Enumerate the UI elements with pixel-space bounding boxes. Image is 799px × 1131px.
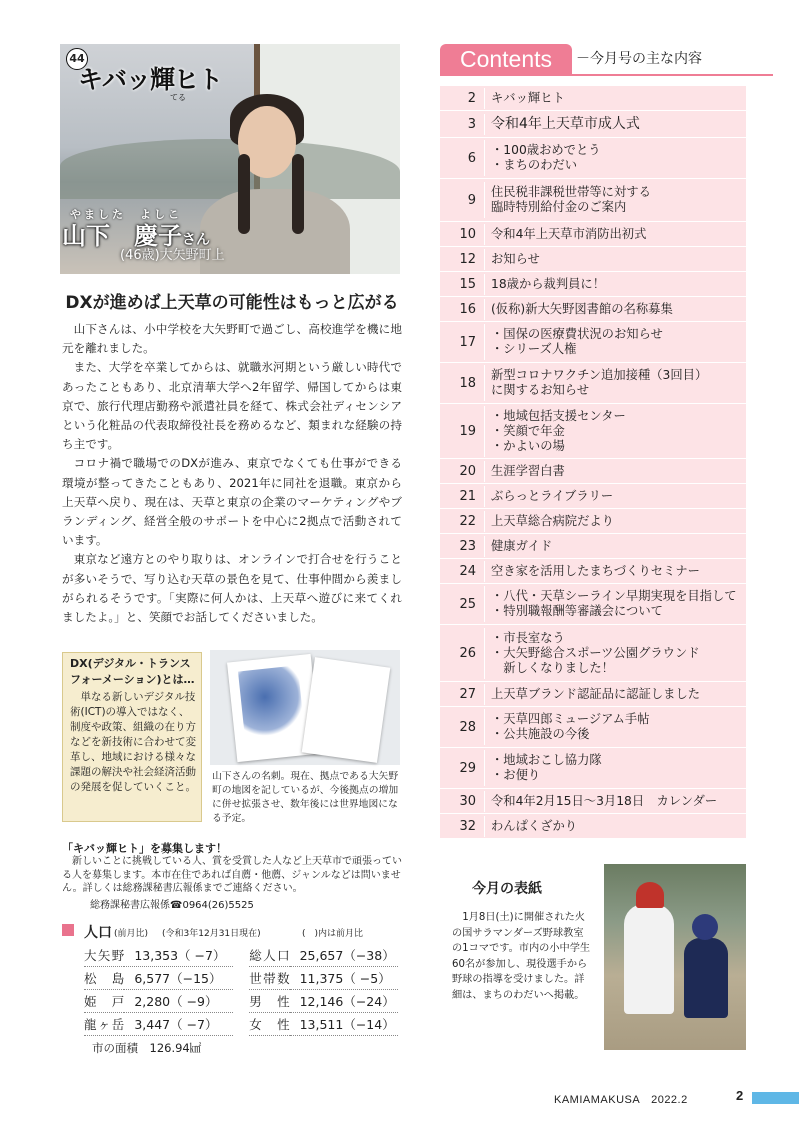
toc-row	[440, 272, 746, 297]
toc-page-number: 6	[467, 150, 476, 166]
toc-item-text: 新型コロナワクチン追加接種（3回目） に関するお知らせ	[484, 365, 746, 401]
dx-definition-body: 単なる新しいデジタル技術(ICT)の導入ではなく、制度や政策、組織の在り方などを新技術に合わせて変革し、地域における様々な課題の解決や社会経済活動の発展を促していくこと。	[70, 691, 196, 793]
toc-row	[440, 814, 746, 839]
cover-photo	[604, 864, 746, 1050]
toc-item-text: 令和4年2月15日～3月18日 カレンダー	[484, 791, 746, 812]
toc-row	[440, 789, 746, 814]
toc-page-number: 27	[459, 686, 476, 702]
toc-item-text: ・八代・天草シーライン早期実現を目指して ・特別職報酬等審議会について	[484, 586, 746, 622]
toc-item-text: ・国保の医療費状況のお知らせ ・シリーズ人権	[484, 324, 746, 360]
contents-subtitle: －今月号の主な内容	[576, 51, 702, 67]
pop-stat-value: 12,146（−24）	[290, 990, 398, 1013]
toc-page-number: 12	[459, 251, 476, 267]
cover-description: 1月8日(土)に開催された火の国サラマンダーズ野球教室の1コマです。市内の小中学生60名が参加し、現役選手から野球の指導を受けました。詳細は、まちのわだいへ掲載。	[452, 912, 591, 1001]
toc-item-text: 18歳から裁判員に！	[484, 274, 746, 295]
toc-page-number: 17	[459, 334, 476, 350]
cover-title: 今月の表紙	[472, 881, 542, 897]
toc-item-text: ・地域おこし協力隊 ・お便り	[484, 750, 746, 786]
toc-item-text: (仮称)新大矢野図書館の名称募集	[484, 299, 746, 320]
toc-item-text: 生涯学習白書	[484, 461, 746, 482]
population-table	[84, 944, 398, 1036]
toc-row	[440, 363, 746, 404]
pop-area-name: 大矢野	[84, 944, 124, 967]
toc-page-number: 10	[459, 226, 476, 242]
pop-stat-value: 11,375（ −5）	[290, 967, 398, 990]
table-of-contents	[440, 86, 746, 839]
toc-row	[440, 322, 746, 363]
person-name-ruby: やました よしこ	[70, 208, 182, 221]
pop-area-value: 13,353（ −7）	[124, 944, 232, 967]
toc-page-number: 32	[459, 818, 476, 834]
city-area: 市の面積 126.94㎢	[92, 1041, 202, 1055]
recruit-body: 新しいことに挑戦している人、賞を受賞した人など上天草市で頑張っている人を募集します。本市在住であれば自薦・他薦、ジャンルなどは問いません。詳しくは総務課秘書広報係までご連絡ください。	[62, 856, 402, 894]
recruit-title: 「キバッ輝ヒト」を募集します！	[62, 842, 227, 855]
series-number-badge: 44	[66, 48, 88, 70]
toc-item-text: ・天草四郎ミュージアム手帖 ・公共施設の今後	[484, 709, 746, 745]
recruit-contact: 総務課秘書広報係☎0964(26)5525	[90, 900, 254, 911]
article-body	[62, 320, 402, 627]
toc-page-number: 9	[467, 192, 476, 208]
toc-page-number: 28	[459, 719, 476, 735]
dx-definition-title: DX(デジタル・トランスフォーメーション)とは…	[70, 657, 195, 686]
toc-row	[440, 484, 746, 509]
pop-area-value: 3,447（ −7）	[124, 1013, 232, 1036]
population-header	[62, 922, 402, 940]
toc-row	[440, 247, 746, 272]
toc-row	[440, 559, 746, 584]
toc-row	[440, 509, 746, 534]
series-title-ruby: てる	[170, 93, 186, 102]
toc-row	[440, 682, 746, 707]
toc-item-text: 令和4年上天草市成人式	[484, 114, 746, 135]
table-row	[84, 990, 398, 1013]
pop-stat-name: 女性	[249, 1013, 289, 1036]
toc-page-number: 26	[459, 645, 476, 661]
pop-stat-name: 男性	[249, 990, 289, 1013]
toc-page-number: 16	[459, 301, 476, 317]
table-row	[84, 967, 398, 990]
article-paragraph: 東京など遠方とのやり取りは、オンラインで打合せを行うことが多いそうで、写り込む天草の景色を見て、仕事仲間から羨ましがられるそうです。「実際に何人かは、上天草へ遊びに来てくれましたよ。」と、笑顔でお話してくださいました。	[62, 552, 402, 625]
series-title: キバッ輝ヒト	[78, 65, 223, 94]
toc-row	[440, 625, 746, 682]
square-icon	[62, 924, 74, 936]
toc-row	[440, 111, 746, 138]
toc-item-text: 住民税非課税世帯等に対する 臨時特別給付金のご案内	[484, 182, 746, 218]
toc-row	[440, 404, 746, 459]
toc-page-number: 24	[459, 563, 476, 579]
pop-area-name: 姫戸	[84, 990, 124, 1013]
toc-page-number: 3	[467, 116, 476, 132]
pop-stat-value: 13,511（−14）	[290, 1013, 398, 1036]
toc-item-text: 上天草総合病院だより	[484, 511, 746, 532]
contents-divider	[440, 74, 773, 76]
toc-page-number: 29	[459, 760, 476, 776]
pop-stat-name: 世帯数	[249, 967, 289, 990]
toc-row	[440, 179, 746, 222]
toc-row	[440, 534, 746, 559]
population-note-prev: (前月比)	[114, 929, 149, 939]
toc-row	[440, 222, 746, 247]
toc-page-number: 22	[459, 513, 476, 529]
pop-area-value: 6,577（−15）	[124, 967, 232, 990]
toc-page-number: 18	[459, 375, 476, 391]
toc-row	[440, 748, 746, 789]
person-name-suffix: さん	[182, 232, 210, 248]
toc-item-text: キバッ輝ヒト	[484, 88, 746, 109]
article-paragraph: コロナ禍で職場でのDXが進み、東京でなくても仕事ができる環境が整ってきたこともあり、2021年に同社を退職。東京から上天草へ戻り、現在は、天草と東京の企業のマーケティングやブランディング、経営全般のサポートを中心に2拠点で活動されています。	[62, 456, 402, 548]
photo-caption: 山下さんの名刺。現在、拠点である大矢野町の地図を記しているが、今後拠点の増加に併せ拡張させ、数年後には世界地図になる予定。	[212, 771, 399, 824]
table-row	[84, 1013, 398, 1036]
toc-row	[440, 707, 746, 748]
toc-row	[440, 584, 746, 625]
footer-page-number: 2	[736, 1088, 744, 1103]
toc-row	[440, 138, 746, 179]
toc-item-text: ・地域包括支援センター ・笑顔で年金 ・かよいの場	[484, 406, 746, 457]
population-note-date: (令和3年12月31日現在)	[162, 929, 261, 939]
pop-area-name: 松島	[84, 967, 124, 990]
table-row	[84, 944, 398, 967]
toc-page-number: 20	[459, 463, 476, 479]
toc-page-number: 2	[467, 90, 476, 106]
footer-accent-bar	[752, 1092, 799, 1104]
person-age-residence: (46歳)大矢野町上	[120, 248, 225, 263]
toc-page-number: 23	[459, 538, 476, 554]
toc-row	[440, 297, 746, 322]
toc-item-text: わんぱくざかり	[484, 816, 746, 837]
pop-area-name: 龍ヶ岳	[84, 1013, 124, 1036]
pop-stat-name: 総人口	[249, 944, 289, 967]
population-label: 人口	[84, 925, 112, 941]
toc-row	[440, 459, 746, 484]
pop-stat-value: 25,657（−38）	[290, 944, 398, 967]
toc-page-number: 19	[459, 423, 476, 439]
toc-item-text: お知らせ	[484, 249, 746, 270]
toc-item-text: 健康ガイド	[484, 536, 746, 557]
toc-item-text: 令和4年上天草市消防出初式	[484, 224, 746, 245]
article-paragraph: 山下さんは、小中学校を大矢野町で過ごし、高校進学を機に地元を離れました。	[62, 322, 402, 356]
article-paragraph: また、大学を卒業してからは、就職氷河期という厳しい時代であったこともあり、北京清華大学へ2年留学、帰国してからは東京で、旅行代理店勤務や派遣社員を経て、株式会社ディセンシアという化粧品の代表取締役社長を務めるなど、類まれな経験の持ち主です。	[62, 360, 402, 452]
footer-magazine-issue: KAMIAMAKUSA 2022.2	[554, 1094, 688, 1106]
toc-page-number: 30	[459, 793, 476, 809]
person-name-text: 山下 慶子	[62, 221, 182, 250]
pop-area-value: 2,280（ −9）	[124, 990, 232, 1013]
toc-item-text: ・100歳おめでとう ・まちのわだい	[484, 140, 746, 176]
article-headline: DXが進めば上天草の可能性はもっと広がる	[65, 293, 399, 313]
toc-page-number: 25	[459, 596, 476, 612]
toc-item-text: 空き家を活用したまちづくりセミナー	[484, 561, 746, 582]
business-card-photo	[210, 650, 400, 765]
toc-item-text: 上天草ブランド認証品に認証しました	[484, 684, 746, 705]
population-note-paren: ( )内は前月比	[302, 929, 364, 939]
contents-title: Contents	[440, 44, 572, 74]
toc-row	[440, 86, 746, 111]
toc-item-text: ぶらっとライブラリー	[484, 486, 746, 507]
toc-item-text: ・市長室なう ・大矢野総合スポーツ公園グラウンド 新しくなりました！	[484, 628, 746, 679]
toc-page-number: 21	[459, 488, 476, 504]
toc-page-number: 15	[459, 276, 476, 292]
